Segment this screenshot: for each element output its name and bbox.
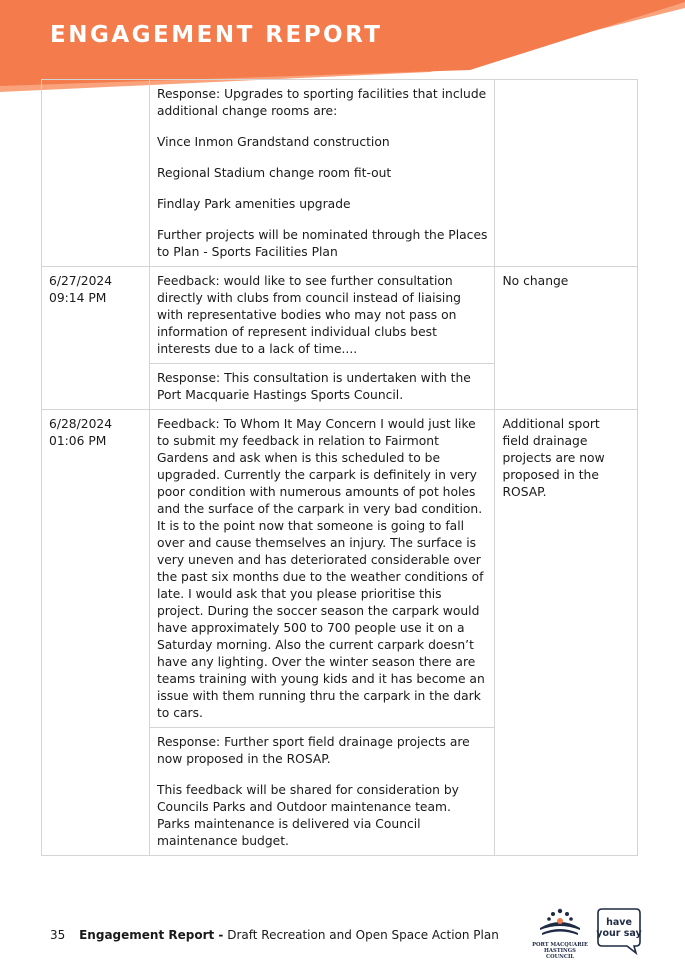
- outcome-cell: No change: [495, 267, 638, 410]
- response-cell: [149, 728, 495, 856]
- project-item: Vince Inmon Grandstand construction: [156, 135, 390, 149]
- response-cell: Response: This consultation is undertaken with the Port Macquarie Hastings Sports Council.: [149, 364, 495, 410]
- have-your-say-line2: your say: [596, 928, 642, 939]
- council-emblem-icon: [530, 906, 590, 940]
- response-note: Further projects will be nominated through the Places to Plan - Sports Facilities Plan: [156, 228, 488, 259]
- have-your-say-logo: [596, 906, 642, 956]
- feedback-table: [41, 79, 638, 856]
- page-title: ENGAGEMENT REPORT: [50, 22, 383, 48]
- have-your-say-line1: have: [606, 917, 632, 928]
- report-label: Engagement Report -: [79, 928, 224, 942]
- outcome-cell: Additional sport field drainage projects are now proposed in the ROSAP.: [495, 410, 638, 856]
- date-cell: 6/28/2024 01:06 PM: [42, 410, 150, 856]
- page-footer: [50, 928, 499, 942]
- response-note: This feedback will be shared for consideration by Councils Parks and Outdoor maintenance team. Parks maintenance is delivered via Council maintenance budget.: [156, 783, 459, 848]
- page-number: 35: [50, 928, 66, 942]
- feedback-cell: Feedback: would like to see further consultation directly with clubs from council instead of liaising with representative bodies who may not pass on information of represent individual clubs best interests due to a lack of time....: [149, 267, 495, 364]
- table-row: [42, 267, 638, 364]
- table-row: [42, 80, 638, 267]
- date-cell: 6/27/2024 09:14 PM: [42, 267, 150, 410]
- project-item: Regional Stadium change room fit-out: [156, 166, 392, 180]
- council-name-line1: PORT MACQUARIE: [532, 942, 588, 948]
- project-item: Findlay Park amenities upgrade: [156, 197, 351, 211]
- response-text: Response: Further sport field drainage projects are now proposed in the ROSAP.: [156, 735, 470, 766]
- response-text: Response: Upgrades to sporting facilities that include additional change rooms are:: [156, 87, 487, 118]
- council-name-line2: HASTINGS COUNCIL: [544, 948, 576, 960]
- feedback-cell: Feedback: To Whom It May Concern I would just like to submit my feedback in relation to Fairmont Gardens and ask when is this scheduled to be upgraded. Currently the carpark is definitely in very poor condition with numerous amounts of pot holes and the surface of the carpark in very bad condition. It is to the point now that someone is going to fall over and cause themselves an injury. The surface is very uneven and has deteriorated considerable over the past six months due to the weather conditions of late. I would ask that you please prioritise this project. During the soccer season the carpark would have approximately 500 to 700 people use it on a Saturday morning. Also the current carpark doesn’t have any lighting. Over the winter season there are teams training with young kids and it has become an issue with them running thru the carpark in the dark to cars.: [149, 410, 495, 728]
- document-title: Draft Recreation and Open Space Action Plan: [227, 928, 499, 942]
- table-row: [42, 410, 638, 728]
- council-logo: [530, 906, 590, 958]
- response-cell: [149, 80, 495, 267]
- date-cell: [42, 80, 150, 267]
- outcome-cell: [495, 80, 638, 267]
